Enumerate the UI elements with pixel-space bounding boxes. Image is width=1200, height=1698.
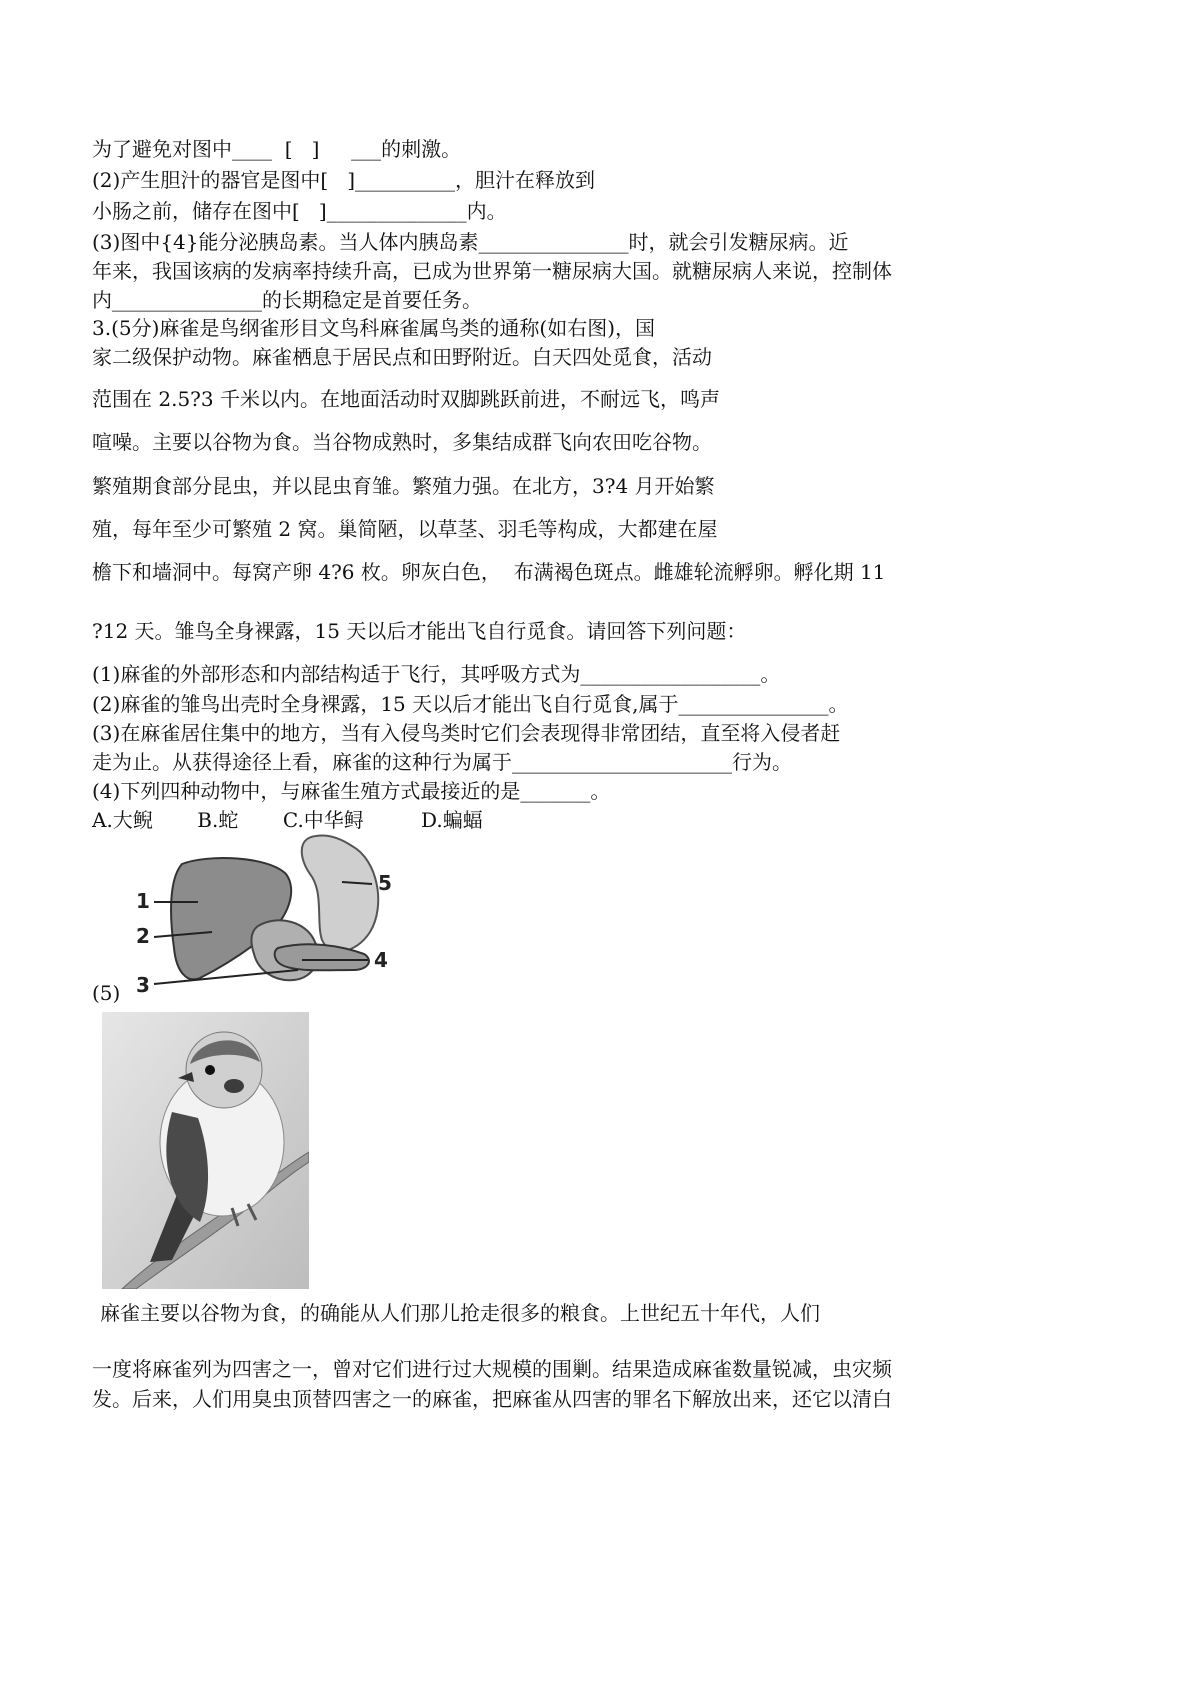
text-line-19: (4)下列四种动物中，与麻雀生殖方式最接近的是_______。 (92, 779, 611, 803)
text-line-9: 范围在 2.5?3 千米以内。在地面活动时双脚跳跃前进，不耐远飞，鸣声 (92, 387, 720, 411)
text-line-17: (3)在麻雀居住集中的地方，当有入侵鸟类时它们会表现得非常团结，直至将入侵者赶 (92, 721, 841, 745)
question-5-label: (5) (92, 981, 121, 1005)
text-line-14: ?12 天。雏鸟全身裸露，15 天以后才能出飞自行觅食。请回答下列问题： (92, 619, 747, 643)
text-line-5: 年来，我国该病的发病率持续升高，已成为世界第一糖尿病大国。就糖尿病人来说，控制体 (92, 259, 892, 283)
text-line-2: (2)产生胆汁的器官是图中[ ]__________，胆汁在释放到 (92, 168, 596, 192)
text-line-20: A.大鲵 B.蛇 C.中华鲟 D.蝙蝠 (92, 808, 483, 832)
text-line-7: 3.(5分)麻雀是鸟纲雀形目文鸟科麻雀属鸟类的通称(如右图)，国 (92, 316, 656, 340)
sparrow-photo (102, 1012, 309, 1289)
text-line-3: 小肠之前，储存在图中[ ]______________内。 (92, 199, 507, 223)
closing-line-2: 一度将麻雀列为四害之一，曾对它们进行过大规模的围剿。结果造成麻雀数量锐减，虫灾频 (92, 1357, 892, 1381)
text-line-8: 家二级保护动物。麻雀栖息于居民点和田野附近。白天四处觅食，活动 (92, 345, 712, 369)
text-line-6: 内_______________的长期稳定是首要任务。 (92, 288, 482, 312)
text-line-11: 繁殖期食部分昆虫，并以昆虫育雏。繁殖力强。在北方，3?4 月开始繁 (92, 474, 715, 498)
text-line-4: (3)图中{4}能分泌胰岛素。当人体内胰岛素_______________时，就会引发糖尿病。近 (92, 230, 849, 254)
text-line-1: 为了避免对图中____ [ ] ___的刺激。 (92, 137, 462, 161)
organ-label-2: 2 (136, 924, 150, 948)
organ-label-1: 1 (136, 889, 150, 913)
text-line-15: (1)麻雀的外部形态和内部结构适于飞行，其呼吸方式为__________________。 (92, 662, 781, 686)
organ-label-5: 5 (378, 871, 392, 895)
cheek-patch (224, 1079, 244, 1093)
closing-line-3: 发。后来，人们用臭虫顶替四害之一的麻雀，把麻雀从四害的罪名下解放出来，还它以清白 (92, 1387, 892, 1411)
closing-line-1: 麻雀主要以谷物为食，的确能从人们那儿抢走很多的粮食。上世纪五十年代，人们 (100, 1301, 820, 1325)
organ-label-3: 3 (136, 973, 150, 997)
digestive-organs-figure (128, 830, 398, 1000)
text-line-18: 走为止。从获得途径上看，麻雀的这种行为属于______________________行为。 (92, 750, 792, 774)
sparrow-eye (205, 1065, 215, 1075)
text-line-12: 殖，每年至少可繁殖 2 窝。巢简陋，以草茎、羽毛等构成，大都建在屋 (92, 517, 718, 541)
text-line-13: 檐下和墙洞中。每窝产卵 4?6 枚。卵灰白色， 布满褐色斑点。雌雄轮流孵卵。孵化期 11 (92, 560, 886, 584)
text-line-10: 喧噪。主要以谷物为食。当谷物成熟时，多集结成群飞向农田吃谷物。 (92, 430, 712, 454)
organ-label-4: 4 (374, 948, 388, 972)
stomach-shape (302, 835, 378, 951)
text-line-16: (2)麻雀的雏鸟出壳时全身裸露，15 天以后才能出飞自行觅食,属于_______________。 (92, 692, 849, 716)
